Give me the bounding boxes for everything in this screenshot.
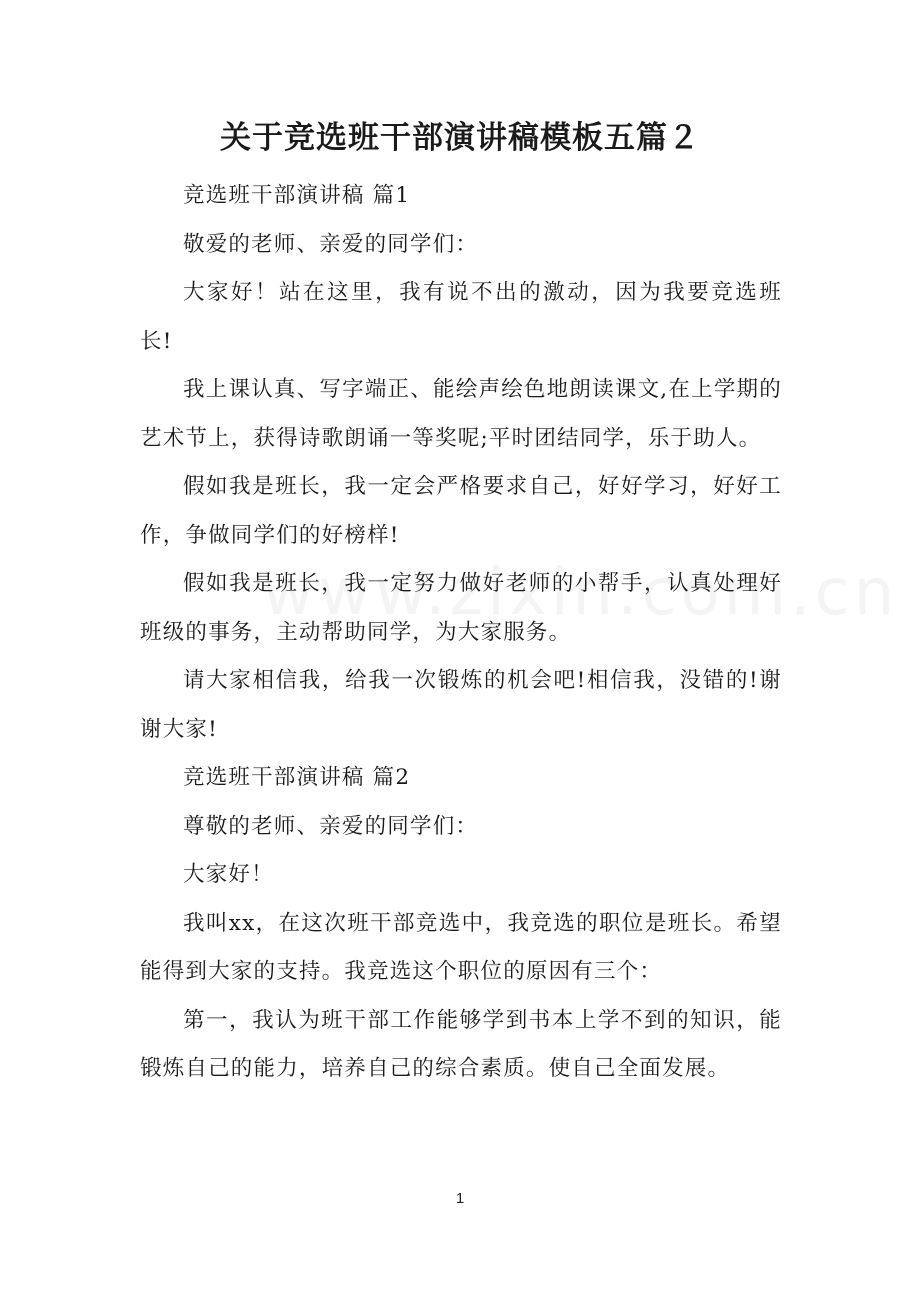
greeting-paragraph: 敬爱的老师、亲爱的同学们： <box>183 231 479 257</box>
body-paragraph: 第一，我认为班干部工作能够学到书本上学不到的知识，能锻炼自己的能力，培养自己的综合素质。使自己全面发展。 <box>140 1007 782 1081</box>
document-title: 关于竞选班干部演讲稿模板五篇２ <box>220 120 700 156</box>
section-heading-1: 竞选班干部演讲稿 篇1 <box>183 183 411 208</box>
body-paragraph: 假如我是班长，我一定努力做好老师的小帮手，认真处理好班级的事务，主动帮助同学，为大家服务。 <box>140 571 782 645</box>
body-paragraph: 大家好！ <box>183 862 274 887</box>
body-paragraph: 我上课认真、写字端正、能绘声绘色地朗读课文,在上学期的艺术节上，获得诗歌朗诵一等奖呢;平时团结同学，乐于助人。 <box>140 377 782 451</box>
body-paragraph: 请大家相信我，给我一次锻炼的机会吧!相信我，没错的!谢谢大家! <box>140 668 782 742</box>
greeting-paragraph: 尊敬的老师、亲爱的同学们： <box>183 813 479 839</box>
page-number: 1 <box>455 1190 465 1207</box>
document-body <box>140 172 782 1094</box>
body-paragraph: 我叫xx，在这次班干部竞选中，我竞选的职位是班长。希望能得到大家的支持。我竞选这个职位的原因有三个： <box>140 910 782 984</box>
body-paragraph: 大家好！站在这里，我有说不出的激动，因为我要竞选班长! <box>140 280 782 354</box>
body-paragraph: 假如我是班长，我一定会严格要求自己，好好学习，好好工作，争做同学们的好榜样! <box>140 474 782 548</box>
section-heading-2: 竞选班干部演讲稿 篇2 <box>183 765 411 790</box>
